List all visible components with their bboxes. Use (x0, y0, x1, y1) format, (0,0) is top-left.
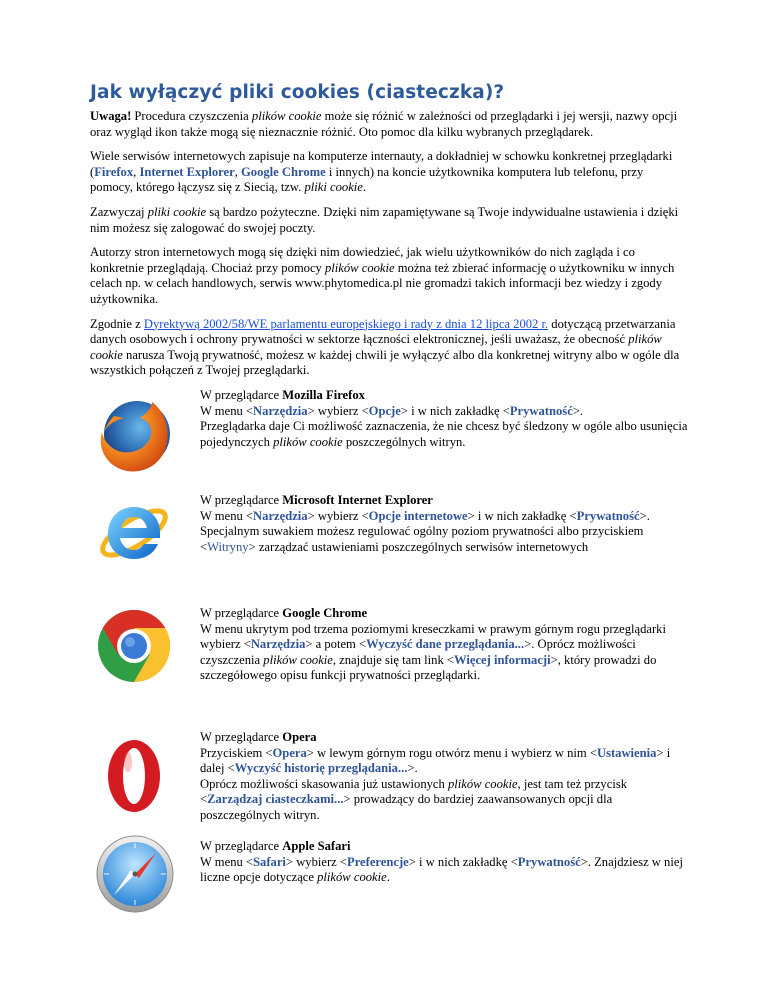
ie-instructions: W menu <Narzędzia> wybierz <Opcje internetowe> i w nich zakładkę <Prywatność>. (200, 508, 650, 523)
authors-paragraph: Autorzy stron internetowych mogą się dzięki nim dowiedzieć, jak wielu użytkowników do nich zagląda i co konkretnie przeglądają. Chociaż przy pomocy plików cookie można też zbierać informację o użytkowniku w innych celach np. w celach handlowych, serwis www.phytomedica.pl nie gromadzi takich informacji bez wiedzy i zgody użytkownika. (90, 245, 675, 306)
directive-link[interactable]: Dyrektywą 2002/58/WE parlamentu europejskiego i rady z dnia 12 lipca 2002 r. (143, 316, 549, 331)
opera-icon (102, 736, 166, 821)
firefox-section (90, 388, 688, 493)
ie-heading: W przeglądarce Microsoft Internet Explorer (200, 492, 433, 507)
firefox-heading: W przeglądarce Mozilla Firefox (200, 387, 365, 402)
safari-instructions: W menu <Safari> wybierz <Preferencje> i w nich zakładkę <Prywatność>. Znajdziesz w niej liczne opcje dotyczące plików cookie. (200, 854, 683, 885)
ie-description: Specjalnym suwakiem możesz regulować ogólny poziom prywatności albo przyciskiem <Witryny> zarządzać ustawieniami poszczególnych serwisów internetowych (200, 524, 644, 554)
ie-mention: Internet Explorer (139, 164, 235, 179)
chrome-mention: Google Chrome (241, 164, 326, 179)
safari-section (90, 839, 688, 939)
safari-heading: W przeglądarce Apple Safari (200, 838, 351, 853)
warning-label: Uwaga! (90, 109, 132, 123)
opera-heading: W przeglądarce Opera (200, 729, 317, 744)
chrome-instructions: W menu ukrytym pod trzema poziomymi kreseczkami w prawym górnym rogu przeglądarki wybierz <Narzędzia> a potem <Wyczyść dane przeglądania...>. Oprócz możliwości czyszczenia plików cookie, znajduje się tam link <Więcej informacji>, który prowadzi do szczegółowego opisu funkcji prywatności przeglądarki. (200, 621, 666, 683)
warning-paragraph: Uwaga! Procedura czyszczenia plików cookie może się różnić w zależności od przeglądarki i jej wersji, nazwy opcji oraz wygląd ikon także mogą się nieznacznie różnić. Oto pomoc dla kilku wybranych przeglądarek. (90, 109, 678, 139)
usefulness-paragraph: Zazwyczaj pliki cookie są bardzo pożyteczne. Dzięki nim zapamiętywane są Twoje indywidualne ustawienia i dzięki nim możesz się zalogować do swojej poczty. (90, 204, 679, 235)
chrome-heading: W przeglądarce Google Chrome (200, 605, 368, 620)
ie-section (90, 493, 688, 606)
internet-explorer-icon (94, 493, 174, 578)
page-title: Jak wyłączyć pliki cookies (ciasteczka)? (90, 82, 505, 103)
opera-instructions: Przyciskiem <Opera> w lewym górnym rogu otwórz menu i wybierz w nim <Ustawienia> i dalej <Wyczyść historię przeglądania...>. (200, 745, 671, 776)
firefox-icon (94, 394, 176, 481)
chrome-section (90, 606, 688, 730)
safari-icon (94, 833, 176, 920)
firefox-description: Przeglądarka daje Ci możliwość zaznaczenia, że nie chcesz być śledzony w ogóle albo usunięcia pojedynczych plików cookie poszczególnych witryn. (200, 419, 688, 449)
chrome-icon (94, 606, 174, 691)
firefox-instructions: W menu <Narzędzia> wybierz <Opcje> i w nich zakładkę <Prywatność>. (200, 403, 584, 418)
directive-paragraph: Zgodnie z Dyrektywą 2002/58/WE parlamentu europejskiego i rady z dnia 12 lipca 2002 r. dotyczącą przetwarzania danych osobowych i ochrony prywatności w sektorze łączności elektronicznej, jeśli uważasz, że obecność plików cookie narusza Twoją prywatność, możesz w każdej chwili je wyłączyć albo dla konkretnej witryny albo w ogóle dla wszystkich połączeń z Twojej przeglądarki. (90, 316, 680, 378)
firefox-mention: Firefox (94, 164, 134, 179)
opera-description: Oprócz możliwości skasowania już ustawionych plików cookie, jest tam też przycisk <Zarządzaj ciasteczkami...> prowadzący do bardziej zaawansowanych opcji dla poszczególnych witryn. (200, 776, 628, 822)
document-body (90, 82, 688, 939)
intro-paragraph: Wiele serwisów internetowych zapisuje na komputerze internauty, a dokładniej w schowku konkretnej przeglądarki (Firefox, Internet Explorer, Google Chrome i innych) na koncie użytkownika komputera lub telefonu, przy pomocy, którego łączysz się z Siecią, tzw. pliki cookie. (90, 149, 673, 195)
opera-section (90, 730, 688, 839)
